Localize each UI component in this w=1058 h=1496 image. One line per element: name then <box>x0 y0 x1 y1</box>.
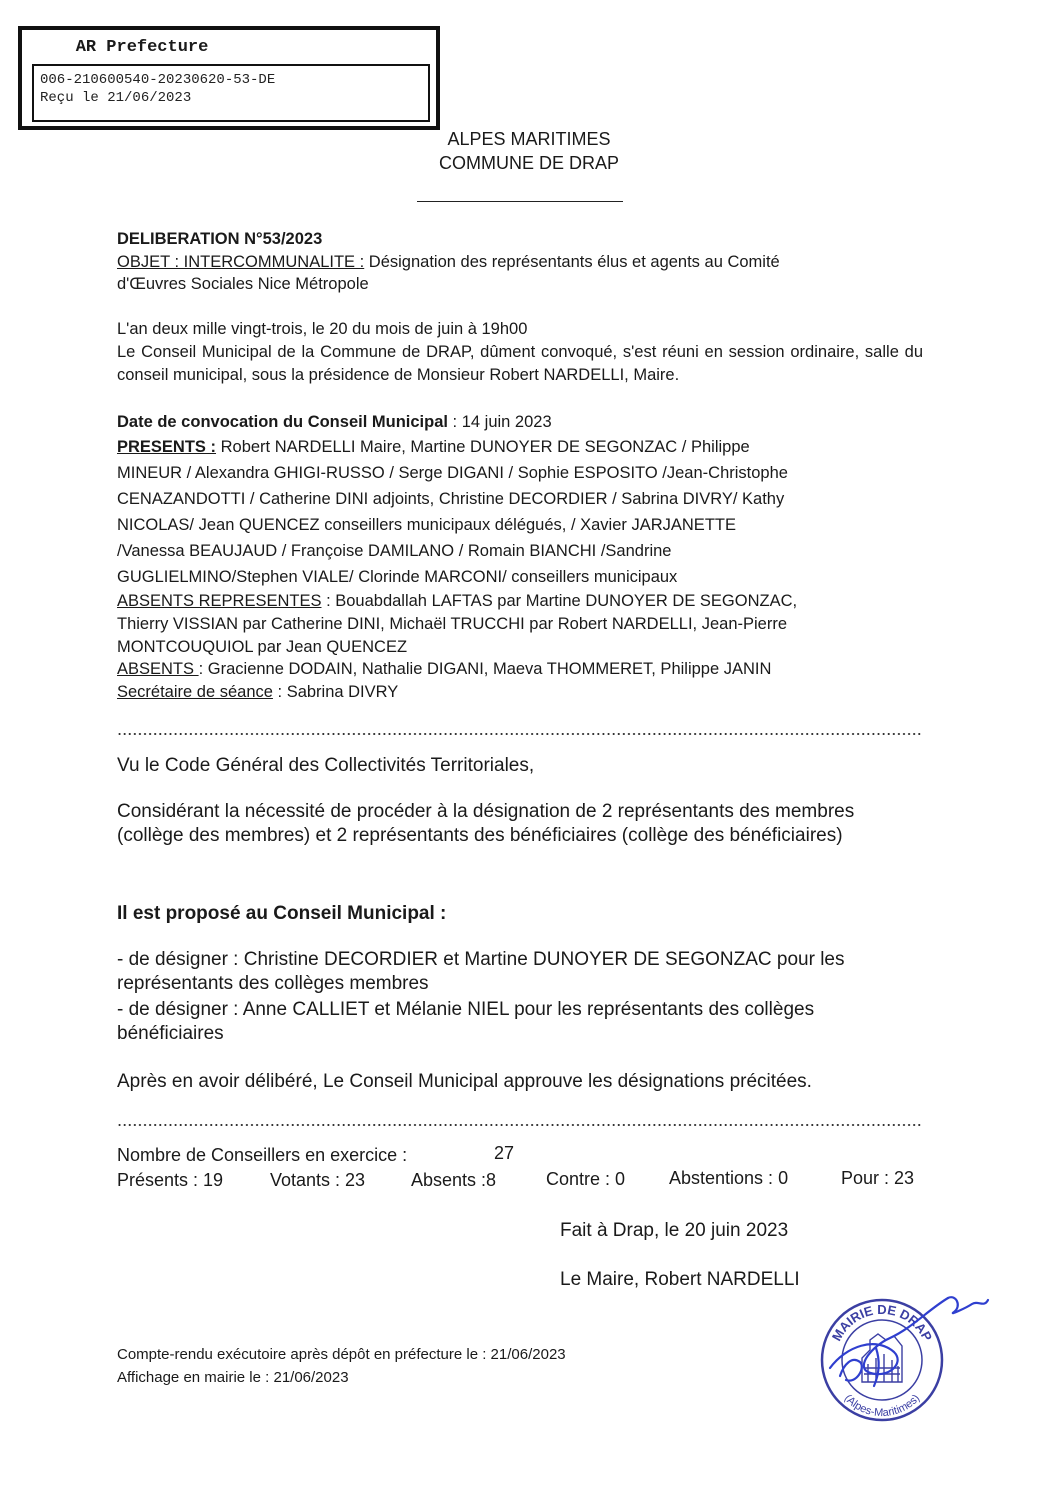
designation-item-2: - de désigner : Anne CALLIET et Mélanie NIEL pour les représentants des collèges bénéficiaires <box>117 999 815 1044</box>
presents-line: MINEUR / Alexandra GHIGI-RUSSO / Serge DIGANI / Sophie ESPOSITO /Jean-Christophe <box>117 464 788 482</box>
footer-executoire: Compte-rendu exécutoire après dépôt en préfecture le : 21/06/2023 <box>117 1346 566 1363</box>
considerant-paragraph: Considérant la nécessité de procéder à la désignation de 2 représentants des membres (collège des membres) et 2 représentants des bénéficiaires (collège des bénéficiaires) <box>117 801 855 846</box>
ar-inner-box <box>32 64 430 122</box>
exercice-value: 27 <box>494 1143 515 1163</box>
commune-heading: COMMUNE DE DRAP <box>438 153 619 173</box>
exercice-label: Nombre de Conseillers en exercice : <box>117 1145 408 1165</box>
absents-representes-text: : Bouabdallah LAFTAS par Martine DUNOYER DE SEGONZAC, <box>321 592 798 610</box>
vote-presents: Présents : 19 <box>117 1170 224 1190</box>
secretaire-label: Secrétaire de séance <box>117 683 273 701</box>
propose-line <box>117 902 907 926</box>
ar-title: AR Prefecture <box>75 38 209 57</box>
header-rule <box>417 201 623 202</box>
asterisk-separator <box>117 731 922 737</box>
absents-label: ABSENTS <box>117 660 199 678</box>
ar-received-date: Reçu le 21/06/2023 <box>40 90 192 106</box>
intro-date: L'an deux mille vingt-trois, le 20 du mois de juin à 19h00 <box>117 320 528 338</box>
footer-affichage: Affichage en mairie le : 21/06/2023 <box>117 1369 349 1386</box>
convocation-line <box>117 411 923 434</box>
intro-session: Le Conseil Municipal de la Commune de DRAP, dûment convoqué, s'est réuni en session ordinaire, salle du conseil municipal, sous la présidence de Monsieur Robert NARDELLI, Maire. <box>117 343 923 384</box>
objet-label: OBJET : INTERCOMMUNALITE : <box>117 253 365 271</box>
presents-line: GUGLIELMINO/Stephen VIALE/ Clorinde MARCONI/ conseillers municipaux <box>117 568 678 586</box>
ar-prefecture-box <box>18 26 440 130</box>
absents-text: : Gracienne DODAIN, Nathalie DIGANI, Maeva THOMMERET, Philippe JANIN <box>198 660 772 678</box>
objet-text: Désignation des représentants élus et agents au Comité <box>364 253 780 271</box>
signer-name: Le Maire, Robert NARDELLI <box>560 1269 800 1290</box>
place-date: Fait à Drap, le 20 juin 2023 <box>560 1220 789 1241</box>
convocation-label: Date de convocation du Conseil Municipal <box>117 413 448 431</box>
designation-item-1: - de désigner : Christine DECORDIER et Martine DUNOYER DE SEGONZAC pour les représentants des collèges membres <box>117 949 845 994</box>
stamp-bottom-text: (Alpes-Maritimes) <box>841 1392 923 1420</box>
secretaire-text: : Sabrina DIVRY <box>272 683 399 701</box>
vote-abstentions: Abstentions : 0 <box>669 1168 789 1188</box>
presents-text: Robert NARDELLI Maire, Martine DUNOYER DE SEGONZAC / Philippe <box>216 438 750 456</box>
objet-line-2: d'Œuvres Sociales Nice Métropole <box>117 275 369 293</box>
conclusion-paragraph: Après en avoir délibéré, Le Conseil Municipal approuve les désignations précitées. <box>117 1071 812 1092</box>
vote-absents: Absents :8 <box>411 1170 497 1190</box>
vote-contre: Contre : 0 <box>546 1169 626 1189</box>
presents-label: PRESENTS : <box>117 438 217 456</box>
deliberation-number: DELIBERATION N°53/2023 <box>117 230 323 248</box>
vote-votants: Votants : 23 <box>270 1170 366 1190</box>
propose-rest: au Conseil Municipal : <box>240 903 447 924</box>
absents-representes-line: MONTCOUQUIOL par Jean QUENCEZ <box>117 638 408 656</box>
ar-reference: 006-210600540-20230620-53-DE <box>40 72 276 88</box>
objet-line <box>117 251 923 274</box>
propose-bold: Il est proposé <box>117 903 241 924</box>
presents-line: NICOLAS/ Jean QUENCEZ conseillers municipaux délégués, / Xavier JARJANETTE <box>117 516 736 534</box>
absents-representes-block <box>117 590 923 659</box>
absents-representes-line: Thierry VISSIAN par Catherine DINI, Michaël TRUCCHI par Robert NARDELLI, Jean-Pierre <box>117 615 787 633</box>
department-heading: ALPES MARITIMES <box>447 129 611 149</box>
absents-line <box>117 658 923 681</box>
stamp-top-text: MAIRIE DE DRAP <box>828 1301 936 1344</box>
convocation-value: : 14 juin 2023 <box>447 413 552 431</box>
presents-line: CENAZANDOTTI / Catherine DINI adjoints, Christine DECORDIER / Sabrina DIVRY/ Kathy <box>117 490 785 508</box>
presents-block <box>117 434 923 590</box>
asterisk-separator <box>117 1122 922 1128</box>
presents-line <box>117 434 923 460</box>
signature-scribble-icon <box>816 1276 996 1406</box>
presents-line: /Vanessa BEAUJAUD / Françoise DAMILANO / Romain BIANCHI /Sandrine <box>117 542 672 560</box>
vu-paragraph: Vu le Code Général des Collectivités Territoriales, <box>117 755 535 776</box>
secretaire-line <box>117 681 923 704</box>
absents-representes-label: ABSENTS REPRESENTES <box>117 592 322 610</box>
vote-pour: Pour : 23 <box>841 1168 915 1188</box>
